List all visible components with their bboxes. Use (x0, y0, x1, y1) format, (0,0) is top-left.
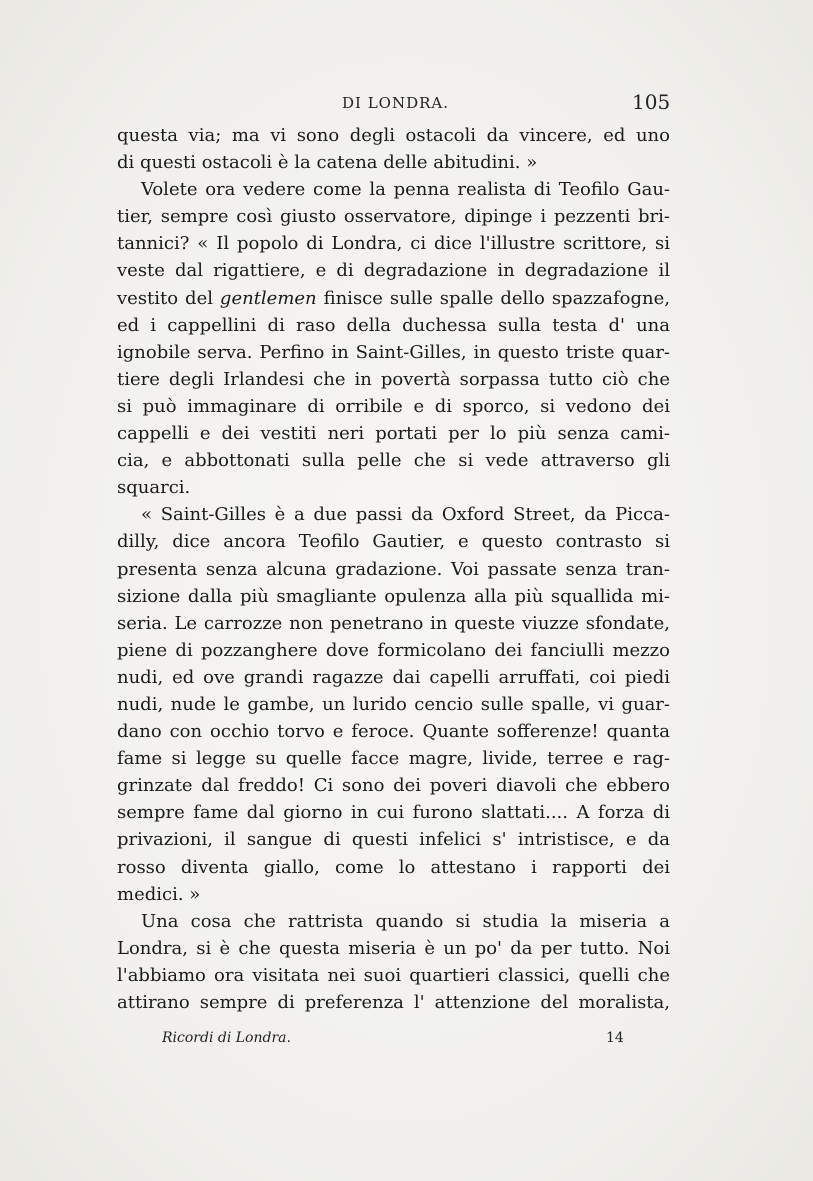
text-line: ignobile serva. Perfino in Saint-Gilles, in questo triste quar- (117, 341, 670, 363)
text-line: privazioni, il sangue di questi infelici s' intristisce, e da (117, 829, 670, 851)
italic-word: gentlemen (219, 287, 317, 309)
text-line: si può immaginare di orribile e di sporco, si vedono dei (117, 395, 670, 417)
text-line: Londra, si è che questa miseria è un po' da per tutto. Noi (117, 937, 670, 959)
text-line: nudi, ed ove grandi ragazze dai capelli arruffati, coi piedi (117, 666, 670, 688)
page-header (0, 90, 813, 120)
text-line: tier, sempre così giusto osservatore, dipinge i pezzenti bri- (117, 206, 670, 228)
text-line: ed i cappellini di raso della duchessa sulla testa d' una (117, 314, 670, 336)
text-line: sizione dalla più smagliante opulenza alla più squallida mi- (117, 585, 670, 607)
text-line: fame si legge su quelle facce magre, livide, terree e rag- (117, 748, 670, 770)
running-head: DI LONDRA. (342, 94, 450, 112)
text-line: dilly, dice ancora Teofilo Gautier, e questo contrasto si (117, 531, 670, 553)
text-line: presenta senza alcuna gradazione. Voi passate senza tran- (117, 558, 670, 580)
body-text (117, 122, 670, 1016)
text-line: di questi ostacoli è la catena delle abitudini. » (117, 152, 538, 174)
text-line: Una cosa che rattrista quando si studia la miseria a (141, 910, 670, 932)
signature-title: Ricordi di Londra. (162, 1030, 291, 1046)
text-line: l'abbiamo ora visitata nei suoi quartieri classici, quelli che (117, 964, 670, 986)
text-line: cappelli e dei vestiti neri portati per lo più senza cami- (117, 423, 670, 445)
signature-number: 14 (606, 1030, 624, 1046)
text-line: tiere degli Irlandesi che in povertà sorpassa tutto ciò che (117, 368, 670, 390)
text-line: « Saint-Gilles è a due passi da Oxford Street, da Picca- (141, 504, 670, 526)
text-line: dano con occhio torvo e feroce. Quante sofferenze! quanta (117, 721, 670, 743)
text-line: rosso diventa giallo, come lo attestano i rapporti dei (117, 856, 670, 878)
text-line: veste dal rigattiere, e di degradazione in degradazione il (117, 260, 670, 282)
text-line: questa via; ma vi sono degli ostacoli da vincere, ed uno (117, 125, 670, 146)
page-footer (0, 1028, 813, 1052)
text-line: cia, e abbottonati sulla pelle che si vede attraverso gli (117, 450, 670, 472)
text-line: grinzate dal freddo! Ci sono dei poveri diavoli che ebbero (117, 775, 670, 797)
text-line: seria. Le carrozze non penetrano in queste viuzze sfondate, (117, 612, 670, 634)
text-line: vestito del gentlemen finisce sulle spalle dello spazzafogne, (117, 287, 670, 309)
text-line: attirano sempre di preferenza l' attenzione del moralista, (117, 992, 670, 1013)
text-line: piene di pozzanghere dove formicolano dei fanciulli mezzo (117, 639, 670, 661)
text-line: squarci. (117, 477, 191, 499)
text-line: medici. » (117, 883, 201, 905)
text-line: Volete ora vedere come la penna realista di Teofilo Gau- (141, 179, 670, 201)
page-number: 105 (632, 90, 671, 114)
text-line: tannici? « Il popolo di Londra, ci dice l'illustre scrittore, si (117, 233, 670, 255)
text-line: sempre fame dal giorno in cui furono slattati.... A forza di (117, 802, 670, 824)
text-line: nudi, nude le gambe, un lurido cencio sulle spalle, vi guar- (117, 693, 670, 715)
